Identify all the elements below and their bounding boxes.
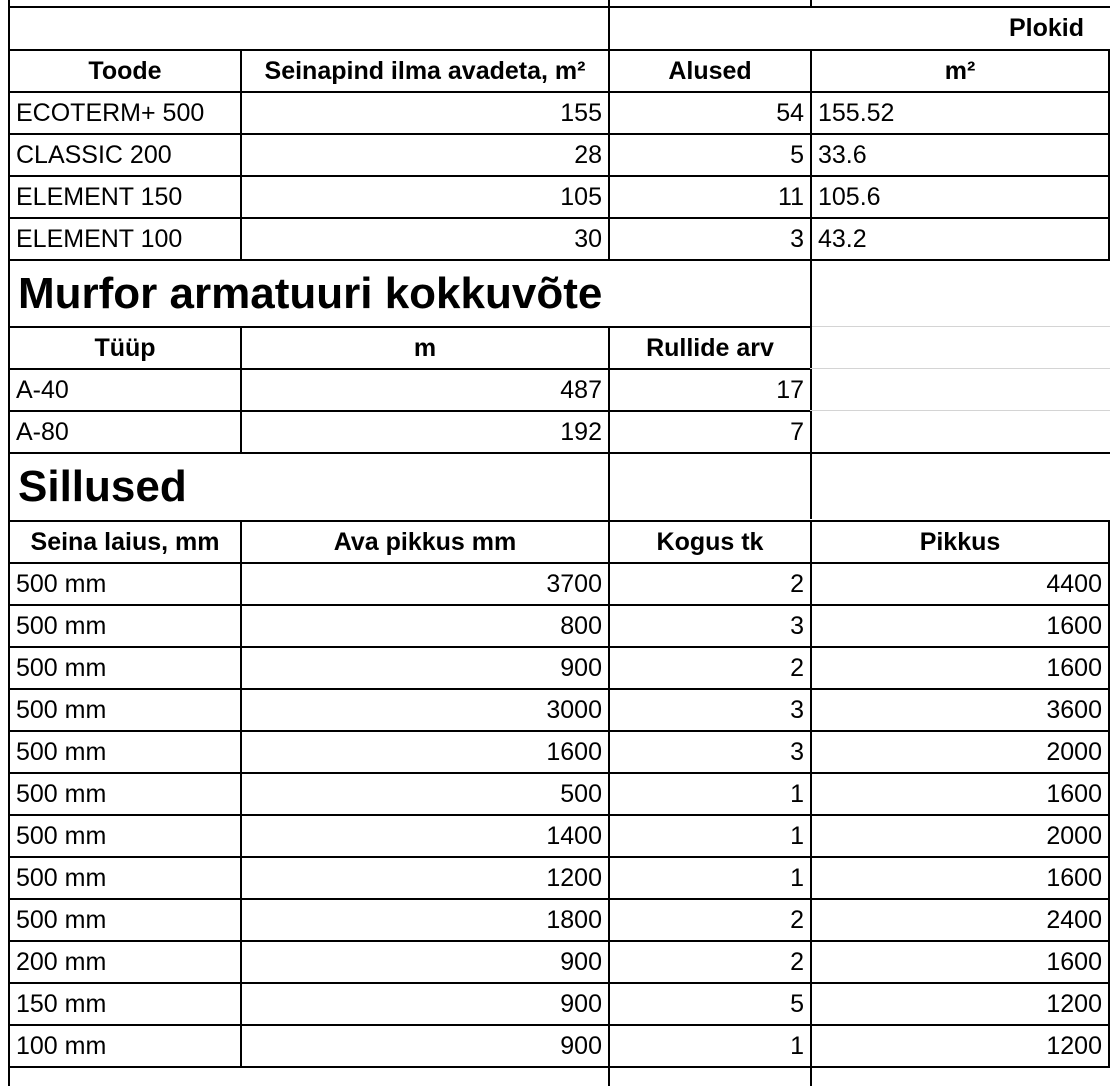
cell-wall-width[interactable]: 150 mm bbox=[16, 989, 107, 1018]
cell-opening-length[interactable]: 900 bbox=[560, 947, 602, 976]
cell-lintel-length[interactable]: 1200 bbox=[1046, 989, 1102, 1018]
cell-wall-width[interactable]: 500 mm bbox=[16, 569, 107, 598]
cell-rolls[interactable]: 7 bbox=[790, 417, 804, 446]
cell-wall-width[interactable]: 500 mm bbox=[16, 737, 107, 766]
cell-wall-width[interactable]: 500 mm bbox=[16, 653, 107, 682]
col-header-wall-area[interactable]: Seinapind ilma avadeta, m² bbox=[264, 56, 586, 85]
cell-lintel-length[interactable]: 1200 bbox=[1046, 1031, 1102, 1060]
cell-lintel-length[interactable]: 4400 bbox=[1046, 569, 1102, 598]
cell-wall-area[interactable]: 155 bbox=[560, 98, 602, 127]
cell-opening-length[interactable]: 3700 bbox=[546, 569, 602, 598]
cell-rolls[interactable]: 17 bbox=[776, 375, 804, 404]
cell-quantity[interactable]: 2 bbox=[790, 653, 804, 682]
cell-wall-area[interactable]: 28 bbox=[574, 140, 602, 169]
col-header-kogus[interactable]: Kogus tk bbox=[656, 527, 764, 556]
cell-pallets[interactable]: 11 bbox=[778, 182, 804, 211]
col-header-m[interactable]: m bbox=[413, 333, 437, 362]
cell-opening-length[interactable]: 900 bbox=[560, 1031, 602, 1060]
col-header-tyyp[interactable]: Tüüp bbox=[94, 333, 156, 362]
col-header-rullide-arv[interactable]: Rullide arv bbox=[646, 333, 774, 362]
cell-quantity[interactable]: 1 bbox=[790, 1031, 804, 1060]
cell-opening-length[interactable]: 800 bbox=[560, 611, 602, 640]
cell-quantity[interactable]: 2 bbox=[790, 905, 804, 934]
cell-quantity[interactable]: 2 bbox=[790, 569, 804, 598]
cell-lintel-length[interactable]: 1600 bbox=[1046, 779, 1102, 808]
cell-quantity[interactable]: 5 bbox=[790, 989, 804, 1018]
plokid-group-header[interactable]: Plokid bbox=[1008, 14, 1084, 42]
cell-opening-length[interactable]: 1400 bbox=[546, 821, 602, 850]
col-header-m2[interactable]: m² bbox=[944, 56, 976, 85]
cell-quantity[interactable]: 3 bbox=[790, 611, 804, 640]
cell-quantity[interactable]: 1 bbox=[790, 779, 804, 808]
cell-opening-length[interactable]: 1600 bbox=[546, 737, 602, 766]
cell-lintel-length[interactable]: 3600 bbox=[1046, 695, 1102, 724]
cell-product[interactable]: ECOTERM+ 500 bbox=[16, 98, 205, 127]
cell-wall-area[interactable]: 105 bbox=[560, 182, 602, 211]
cell-wall-width[interactable]: 500 mm bbox=[16, 779, 107, 808]
cell-meters[interactable]: 192 bbox=[560, 417, 602, 446]
cell-lintel-length[interactable]: 1600 bbox=[1046, 863, 1102, 892]
section-title-sillused[interactable]: Sillused bbox=[18, 462, 187, 511]
cell-area[interactable]: 33.6 bbox=[818, 140, 867, 169]
cell-quantity[interactable]: 1 bbox=[790, 863, 804, 892]
cell-area[interactable]: 43.2 bbox=[818, 224, 867, 253]
cell-pallets[interactable]: 3 bbox=[790, 224, 804, 253]
cell-wall-width[interactable]: 500 mm bbox=[16, 905, 107, 934]
cell-meters[interactable]: 487 bbox=[560, 375, 602, 404]
cell-lintel-length[interactable]: 2000 bbox=[1046, 737, 1102, 766]
cell-wall-width[interactable]: 500 mm bbox=[16, 695, 107, 724]
cell-lintel-length[interactable]: 1600 bbox=[1046, 611, 1102, 640]
cell-quantity[interactable]: 2 bbox=[790, 947, 804, 976]
cell-quantity[interactable]: 3 bbox=[790, 695, 804, 724]
cell-lintel-length[interactable]: 2000 bbox=[1046, 821, 1102, 850]
cell-opening-length[interactable]: 900 bbox=[560, 989, 602, 1018]
cell-quantity[interactable]: 1 bbox=[790, 821, 804, 850]
cell-lintel-length[interactable]: 1600 bbox=[1046, 653, 1102, 682]
cell-quantity[interactable]: 3 bbox=[790, 737, 804, 766]
cell-opening-length[interactable]: 3000 bbox=[546, 695, 602, 724]
cell-opening-length[interactable]: 500 bbox=[560, 779, 602, 808]
col-header-pikkus[interactable]: Pikkus bbox=[919, 527, 1001, 556]
cell-lintel-length[interactable]: 2400 bbox=[1046, 905, 1102, 934]
col-header-toode[interactable]: Toode bbox=[88, 56, 162, 85]
cell-product[interactable]: ELEMENT 100 bbox=[16, 224, 183, 253]
cell-pallets[interactable]: 5 bbox=[790, 140, 804, 169]
cell-type[interactable]: A-80 bbox=[16, 417, 69, 446]
cell-area[interactable]: 105.6 bbox=[818, 182, 881, 211]
cell-wall-width[interactable]: 200 mm bbox=[16, 947, 107, 976]
cell-opening-length[interactable]: 1800 bbox=[546, 905, 602, 934]
col-header-ava-pikkus[interactable]: Ava pikkus mm bbox=[333, 527, 517, 556]
cell-wall-area[interactable]: 30 bbox=[574, 224, 602, 253]
cell-area[interactable]: 155.52 bbox=[818, 98, 895, 127]
cell-wall-width[interactable]: 100 mm bbox=[16, 1031, 107, 1060]
cell-product[interactable]: ELEMENT 150 bbox=[16, 182, 183, 211]
cell-wall-width[interactable]: 500 mm bbox=[16, 863, 107, 892]
col-header-alused[interactable]: Alused bbox=[668, 56, 752, 85]
col-header-seina-laius[interactable]: Seina laius, mm bbox=[30, 527, 220, 556]
cell-lintel-length[interactable]: 1600 bbox=[1046, 947, 1102, 976]
cell-product[interactable]: CLASSIC 200 bbox=[16, 140, 172, 169]
cell-type[interactable]: A-40 bbox=[16, 375, 69, 404]
cell-wall-width[interactable]: 500 mm bbox=[16, 611, 107, 640]
cell-opening-length[interactable]: 1200 bbox=[546, 863, 602, 892]
cell-wall-width[interactable]: 500 mm bbox=[16, 821, 107, 850]
cell-opening-length[interactable]: 900 bbox=[560, 653, 602, 682]
cell-pallets[interactable]: 54 bbox=[776, 98, 804, 127]
section-title-murfor[interactable]: Murfor armatuuri kokkuvõte bbox=[18, 268, 603, 318]
